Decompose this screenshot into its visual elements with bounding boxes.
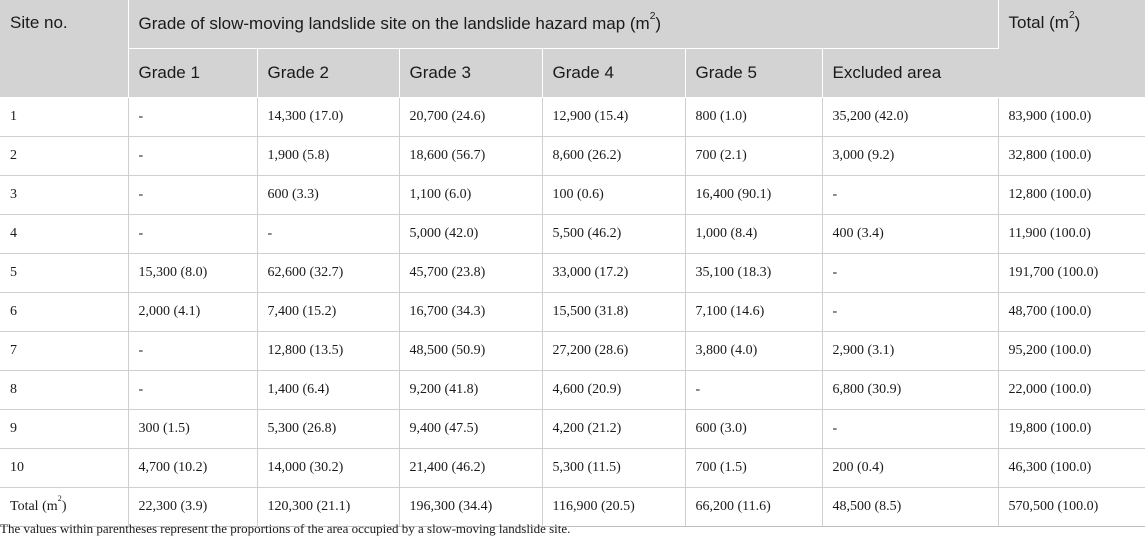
table-cell: 1,900 (5.8) <box>257 137 399 176</box>
table-row <box>0 293 1145 332</box>
table-cell: 600 (3.0) <box>685 410 822 449</box>
table-cell: 95,200 (100.0) <box>998 332 1145 371</box>
table-cell: 2,900 (3.1) <box>822 332 998 371</box>
table-cell: 45,700 (23.8) <box>399 254 542 293</box>
table-cell: 5,300 (11.5) <box>542 449 685 488</box>
table-cell: 22,000 (100.0) <box>998 371 1145 410</box>
site-number-cell: 6 <box>0 293 128 332</box>
grade-group-header: Grade of slow-moving landslide site on the landslide hazard map $(m^2)$ <box>128 0 998 49</box>
table-cell: 27,200 (28.6) <box>542 332 685 371</box>
table-cell: 400 (3.4) <box>822 215 998 254</box>
total-cell: 120,300 (21.1) <box>257 488 399 527</box>
total-cell: 66,200 (11.6) <box>685 488 822 527</box>
grade-header-4: Grade 4 <box>542 49 685 98</box>
table-cell: - <box>128 371 257 410</box>
site-number-cell: 10 <box>0 449 128 488</box>
table-cell: 9,400 (47.5) <box>399 410 542 449</box>
total-cell: 196,300 (34.4) <box>399 488 542 527</box>
table-cell: 100 (0.6) <box>542 176 685 215</box>
grade-header-2: Grade 2 <box>257 49 399 98</box>
total-cell: 570,500 (100.0) <box>998 488 1145 527</box>
table-cell: 21,400 (46.2) <box>399 449 542 488</box>
table-cell: 18,600 (56.7) <box>399 137 542 176</box>
table-cell: 14,000 (30.2) <box>257 449 399 488</box>
site-number-cell: 7 <box>0 332 128 371</box>
table-cell: 300 (1.5) <box>128 410 257 449</box>
table-cell: 1,400 (6.4) <box>257 371 399 410</box>
table-cell: 32,800 (100.0) <box>998 137 1145 176</box>
table-cell: 4,600 (20.9) <box>542 371 685 410</box>
table-cell: 33,000 (17.2) <box>542 254 685 293</box>
table-row <box>0 371 1145 410</box>
total-header: Total $(m^2)$ <box>998 0 1145 98</box>
table-cell: 1,100 (6.0) <box>399 176 542 215</box>
table-cell: - <box>128 332 257 371</box>
table-row <box>0 215 1145 254</box>
table-cell: 600 (3.3) <box>257 176 399 215</box>
site-number-cell: 5 <box>0 254 128 293</box>
site-number-cell: 2 <box>0 137 128 176</box>
table-cell: - <box>822 293 998 332</box>
table-cell: 35,100 (18.3) <box>685 254 822 293</box>
table-footnote: The values within parentheses represent the proportions of the area occupied by a slow-moving landslide site. <box>0 521 571 536</box>
table-row <box>0 254 1145 293</box>
table-cell: 4,200 (21.2) <box>542 410 685 449</box>
table-cell: 7,100 (14.6) <box>685 293 822 332</box>
table-cell: 800 (1.0) <box>685 98 822 137</box>
table-cell: 14,300 (17.0) <box>257 98 399 137</box>
table-cell: - <box>128 176 257 215</box>
table-cell: 35,200 (42.0) <box>822 98 998 137</box>
table-cell: 6,800 (30.9) <box>822 371 998 410</box>
site-number-cell: 9 <box>0 410 128 449</box>
table-cell: 4,700 (10.2) <box>128 449 257 488</box>
table-cell: 15,300 (8.0) <box>128 254 257 293</box>
table-cell: - <box>822 410 998 449</box>
table-cell: 12,900 (15.4) <box>542 98 685 137</box>
table-cell: 191,700 (100.0) <box>998 254 1145 293</box>
table-cell: 7,400 (15.2) <box>257 293 399 332</box>
table-cell: 1,000 (8.4) <box>685 215 822 254</box>
site-number-cell: 3 <box>0 176 128 215</box>
table-cell: 5,000 (42.0) <box>399 215 542 254</box>
table-cell: 2,000 (4.1) <box>128 293 257 332</box>
table-cell: 3,800 (4.0) <box>685 332 822 371</box>
table-cell: 700 (2.1) <box>685 137 822 176</box>
total-cell: 48,500 (8.5) <box>822 488 998 527</box>
table-cell: 8,600 (26.2) <box>542 137 685 176</box>
table-row <box>0 449 1145 488</box>
table-cell: 46,300 (100.0) <box>998 449 1145 488</box>
table-cell: - <box>128 137 257 176</box>
site-number-cell: 1 <box>0 98 128 137</box>
table-cell: 19,800 (100.0) <box>998 410 1145 449</box>
table-cell: 16,400 (90.1) <box>685 176 822 215</box>
table-cell: - <box>822 176 998 215</box>
total-cell: 22,300 (3.9) <box>128 488 257 527</box>
table-cell: 5,300 (26.8) <box>257 410 399 449</box>
total-label-cell: Total $(m^2)$ <box>0 488 128 527</box>
table-row <box>0 137 1145 176</box>
table-cell: 3,000 (9.2) <box>822 137 998 176</box>
table-cell: - <box>685 371 822 410</box>
table-cell: - <box>128 215 257 254</box>
table-cell: 16,700 (34.3) <box>399 293 542 332</box>
grade-header-6: Excluded area <box>822 49 998 98</box>
total-cell: 116,900 (20.5) <box>542 488 685 527</box>
grade-header-5: Grade 5 <box>685 49 822 98</box>
table-cell: 62,600 (32.7) <box>257 254 399 293</box>
table-cell: 5,500 (46.2) <box>542 215 685 254</box>
table-cell: 11,900 (100.0) <box>998 215 1145 254</box>
site-number-cell: 8 <box>0 371 128 410</box>
table-row <box>0 332 1145 371</box>
table-cell: 83,900 (100.0) <box>998 98 1145 137</box>
table-cell: 20,700 (24.6) <box>399 98 542 137</box>
site-no-header: Site no. <box>0 0 128 98</box>
table-cell: 12,800 (100.0) <box>998 176 1145 215</box>
grade-header-3: Grade 3 <box>399 49 542 98</box>
table-cell: - <box>822 254 998 293</box>
grade-header-1: Grade 1 <box>128 49 257 98</box>
table-cell: 700 (1.5) <box>685 449 822 488</box>
table-row <box>0 176 1145 215</box>
table-cell: 48,500 (50.9) <box>399 332 542 371</box>
table-cell: - <box>257 215 399 254</box>
table-cell: 48,700 (100.0) <box>998 293 1145 332</box>
table-row <box>0 410 1145 449</box>
table-cell: - <box>128 98 257 137</box>
table-cell: 12,800 (13.5) <box>257 332 399 371</box>
table-row <box>0 98 1145 137</box>
site-number-cell: 4 <box>0 215 128 254</box>
table-cell: 200 (0.4) <box>822 449 998 488</box>
table-cell: 15,500 (31.8) <box>542 293 685 332</box>
table-cell: 9,200 (41.8) <box>399 371 542 410</box>
